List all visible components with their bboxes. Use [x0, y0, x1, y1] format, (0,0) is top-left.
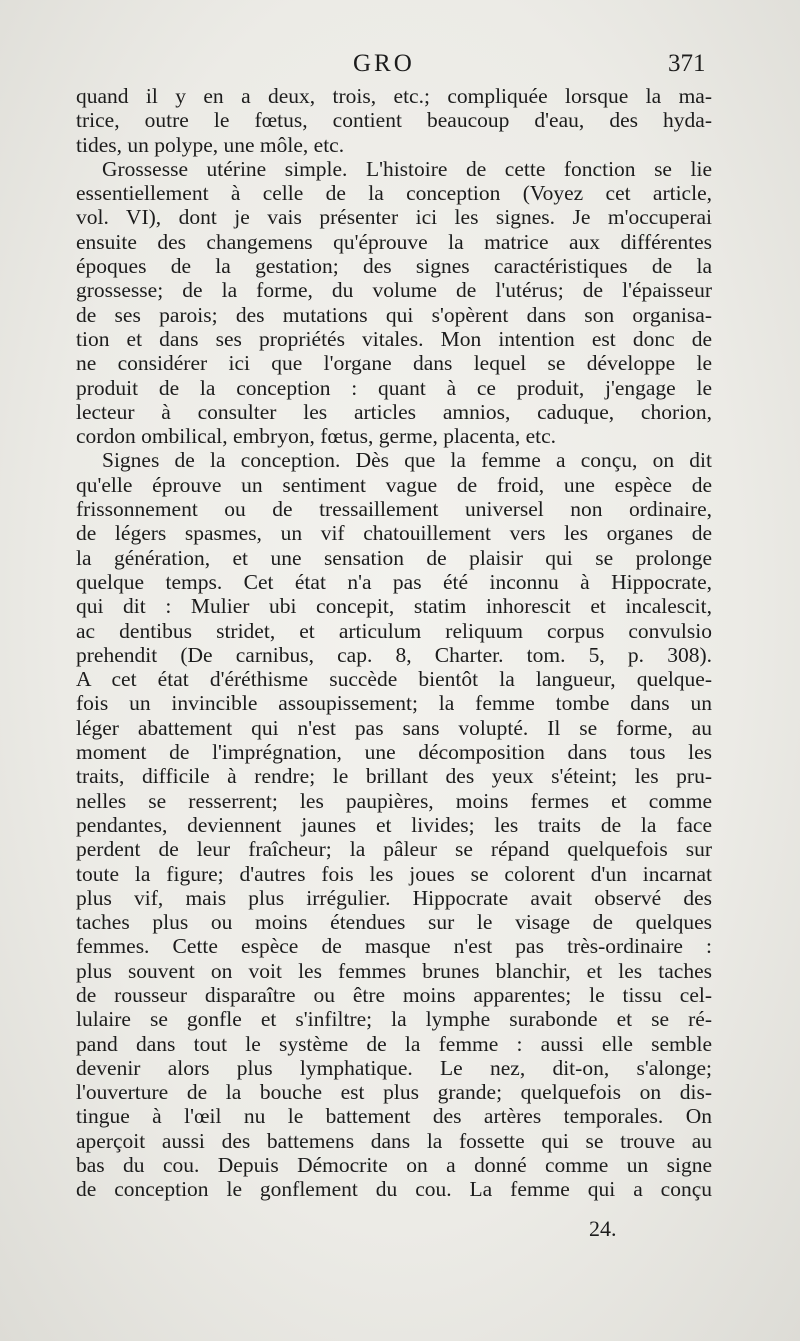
- text-line: époques de la gestation; des signes caractéristiques de la: [76, 254, 712, 279]
- text-line: prehendit (De carnibus, cap. 8, Charter. tom. 5, p. 308).: [76, 642, 712, 667]
- text-line: moment de l'imprégnation, une décomposition dans tous les: [76, 740, 712, 765]
- text-line: frissonnement ou de tressaillement universel non ordinaire,: [76, 497, 712, 522]
- text-line: cordon ombilical, embryon, fœtus, germe, placenta, etc.: [76, 424, 557, 449]
- text-line: nelles se resserrent; les paupières, moins fermes et comme: [76, 788, 712, 813]
- text-line: la génération, et une sensation de plaisir qui se prolonge: [76, 545, 712, 570]
- text-line: fois un invincible assoupissement; la femme tombe dans un: [76, 691, 712, 716]
- text-line: l'ouverture de la bouche est plus grande; quelquefois on dis-: [76, 1080, 712, 1105]
- text-line: grossesse; de la forme, du volume de l'utérus; de l'épaisseur: [76, 278, 712, 303]
- text-line: lecteur à consulter les articles amnios, caduque, chorion,: [76, 399, 712, 424]
- text-line: de rousseur disparaître ou être moins apparentes; le tissu cel-: [76, 982, 712, 1007]
- text-line: vol. VI), dont je vais présenter ici les signes. Je m'occuperai: [76, 205, 712, 230]
- text-line: aperçoit aussi des battemens dans la fossette qui se trouve au: [76, 1128, 712, 1153]
- text-line: de légers spasmes, un vif chatouillement vers les organes de: [76, 521, 712, 546]
- text-line: A cet état d'éréthisme succède bientôt la langueur, quelque-: [76, 667, 712, 692]
- text-line: femmes. Cette espèce de masque n'est pas très-ordinaire :: [76, 934, 712, 959]
- text-line: produit de la conception : quant à ce produit, j'engage le: [76, 375, 712, 400]
- text-line: léger abattement qui n'est pas sans volupté. Il se forme, au: [76, 715, 712, 740]
- page-number: 371: [668, 50, 706, 77]
- text-line: tion et dans ses propriétés vitales. Mon intention est donc de: [76, 326, 712, 351]
- text-line: devenir alors plus lymphatique. Le nez, dit-on, s'alonge;: [76, 1055, 712, 1080]
- text-line: quand il y en a deux, trois, etc.; compliquée lorsque la ma-: [76, 84, 712, 108]
- running-head-title: GRO: [353, 50, 415, 77]
- text-line: ensuite des changemens qu'éprouve la matrice aux différentes: [76, 229, 712, 254]
- text-line: toute la figure; d'autres fois les joues se colorent d'un incarnat: [76, 861, 712, 886]
- text-line: traits, difficile à rendre; le brillant des yeux s'éteint; les pru-: [76, 764, 712, 789]
- text-line: de conception le gonflement du cou. La femme qui a conçu: [76, 1177, 712, 1202]
- text-line: Grossesse utérine simple. L'histoire de cette fonction se lie: [102, 156, 712, 181]
- text-line: qui dit : Mulier ubi concepit, statim inhorescit et incalescit,: [76, 594, 712, 619]
- text-line: ne considérer ici que l'organe dans lequel se développe le: [76, 351, 712, 376]
- text-line: plus vif, mais plus irrégulier. Hippocrate avait observé des: [76, 885, 712, 910]
- text-line: tingue à l'œil nu le battement des artères temporales. On: [76, 1104, 712, 1129]
- body-text: [76, 84, 712, 1202]
- text-line: bas du cou. Depuis Démocrite on a donné comme un signe: [76, 1153, 712, 1178]
- text-line: de ses parois; des mutations qui s'opèrent dans son organisa-: [76, 302, 712, 327]
- text-line: pand dans tout le système de la femme : aussi elle semble: [76, 1031, 712, 1056]
- text-line: perdent de leur fraîcheur; la pâleur se répand quelquefois sur: [76, 837, 712, 862]
- text-line: ac dentibus stridet, et articulum reliquum corpus convulsio: [76, 618, 712, 643]
- text-line: plus souvent on voit les femmes brunes blanchir, et les taches: [76, 958, 712, 983]
- text-line: tides, un polype, une môle, etc.: [76, 132, 345, 157]
- text-line: pendantes, deviennent jaunes et livides; les traits de la face: [76, 812, 712, 837]
- text-line: taches plus ou moins étendues sur le visage de quelques: [76, 910, 712, 935]
- text-line: trice, outre le fœtus, contient beaucoup d'eau, des hyda-: [76, 108, 712, 133]
- text-line: lulaire se gonfle et s'infiltre; la lymphe surabonde et se ré-: [76, 1007, 712, 1032]
- signature-mark: 24.: [589, 1216, 617, 1241]
- text-line: essentiellement à celle de la conception (Voyez cet article,: [76, 181, 712, 206]
- running-head: [0, 50, 800, 82]
- text-line: quelque temps. Cet état n'a pas été inconnu à Hippocrate,: [76, 569, 712, 594]
- text-line: Signes de la conception. Dès que la femme a conçu, on dit: [102, 448, 712, 473]
- text-line: qu'elle éprouve un sentiment vague de froid, une espèce de: [76, 472, 712, 497]
